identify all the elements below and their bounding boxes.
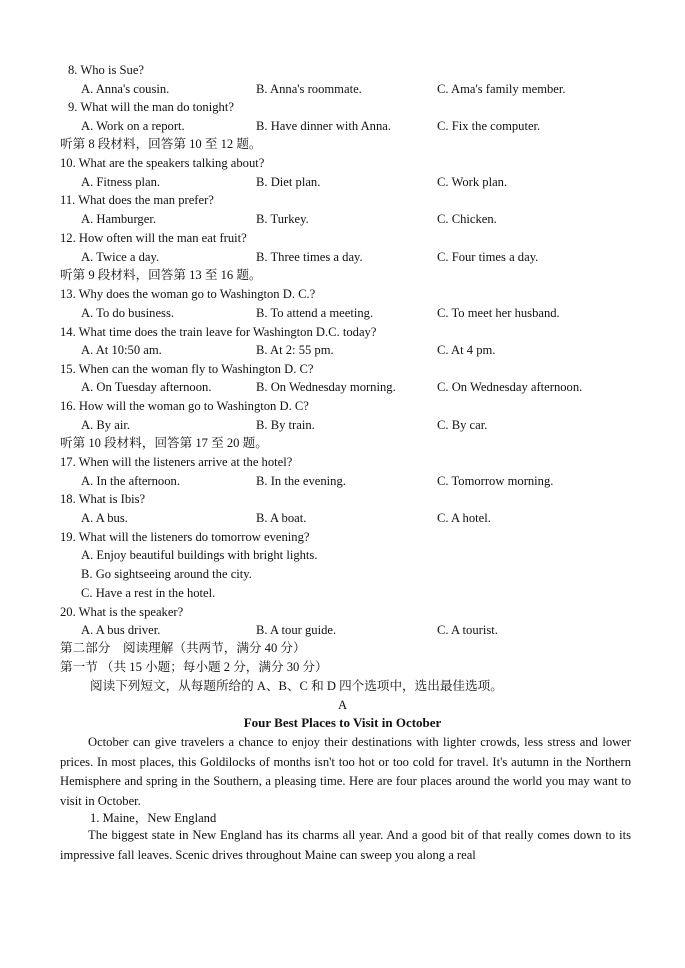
option-c: C. Fix the computer.: [437, 119, 541, 133]
option-c: C. Chicken.: [437, 212, 497, 226]
option-c: C. Have a rest in the hotel.: [81, 586, 216, 600]
option-c: C. A tourist.: [437, 623, 498, 637]
option-c: C. A hotel.: [437, 511, 491, 525]
option-b: B. Diet plan.: [256, 175, 321, 189]
option-b: B. By train.: [256, 418, 315, 432]
option-b: B. In the evening.: [256, 474, 346, 488]
section-header-9: 听第 9 段材料，回答第 13 至 16 题。: [60, 268, 262, 282]
passage-paragraph-2: The biggest state in New England has its charms all year. And a good bit of that really comes down to its impressive fall leaves. Scenic drives throughout Maine can sweep you along a real: [60, 828, 631, 862]
option-b: B. To attend a meeting.: [256, 306, 374, 320]
option-c: C. By car.: [437, 418, 488, 432]
question-17: 17. When will the listeners arrive at the hotel?: [60, 455, 293, 469]
option-b: B. Have dinner with Anna.: [256, 119, 392, 133]
option-c: C. On Wednesday afternoon.: [437, 380, 583, 394]
question-8: 8. Who is Sue?: [68, 63, 145, 77]
section-one-heading: 第一节 （共 15 小题；每小题 2 分，满分 30 分）: [60, 660, 328, 674]
passage-paragraph-1: October can give travelers a chance to enjoy their destinations with lighter crowds, less stress and lower prices. In most places, this Goldilocks of months isn't too hot or too cold for travel. It's autumn in the Northern Hemisphere and spring in the Southern, a pleasing time. Here are four places around the world you may want to visit in October.: [60, 735, 631, 808]
option-a: A. Hamburger.: [81, 212, 156, 226]
option-a: A. By air.: [81, 418, 130, 432]
question-11: 11. What does the man prefer?: [60, 193, 214, 207]
option-b: B. Turkey.: [256, 212, 309, 226]
option-b: B. On Wednesday morning.: [256, 380, 396, 394]
question-18: 18. What is Ibis?: [60, 492, 146, 506]
option-c: C. Tomorrow morning.: [437, 474, 554, 488]
option-a: A. Enjoy beautiful buildings with bright lights.: [81, 548, 318, 562]
option-b: B. A tour guide.: [256, 623, 337, 637]
option-a: A. At 10:50 am.: [81, 343, 162, 357]
section-header-8: 听第 8 段材料，回答第 10 至 12 题。: [60, 137, 262, 151]
question-9: 9. What will the man do tonight?: [68, 100, 234, 114]
question-19: 19. What will the listeners do tomorrow evening?: [60, 530, 310, 544]
option-a: A. A bus driver.: [81, 623, 161, 637]
option-a: A. Fitness plan.: [81, 175, 161, 189]
option-a: A. Twice a day.: [81, 250, 160, 264]
option-a: A. To do business.: [81, 306, 174, 320]
option-b: B. Three times a day.: [256, 250, 363, 264]
question-12: 12. How often will the man eat fruit?: [60, 231, 247, 245]
option-b: B. At 2: 55 pm.: [256, 343, 334, 357]
part-two-heading: 第二部分 阅读理解（共两节，满分 40 分）: [60, 641, 306, 655]
option-a: A. Anna's cousin.: [81, 82, 170, 96]
question-10: 10. What are the speakers talking about?: [60, 156, 265, 170]
option-a: A. In the afternoon.: [81, 474, 180, 488]
option-c: C. Ama's family member.: [437, 82, 566, 96]
option-b: B. A boat.: [256, 511, 307, 525]
option-a: A. Work on a report.: [81, 119, 185, 133]
section-header-10: 听第 10 段材料，回答第 17 至 20 题。: [60, 436, 268, 450]
option-c: C. Work plan.: [437, 175, 508, 189]
question-13: 13. Why does the woman go to Washington D. C.?: [60, 287, 316, 301]
passage-letter: A: [337, 698, 348, 712]
question-14: 14. What time does the train leave for Washington D.C. today?: [60, 325, 377, 339]
option-a: A. On Tuesday afternoon.: [81, 380, 212, 394]
list-item-heading: 1. Maine，New England: [90, 811, 217, 825]
question-20: 20. What is the speaker?: [60, 605, 184, 619]
instruction-text: 阅读下列短文，从每题所给的 A、B、C 和 D 四个选项中，选出最佳选项。: [90, 679, 503, 693]
option-c: C. At 4 pm.: [437, 343, 496, 357]
option-c: C. Four times a day.: [437, 250, 539, 264]
option-b: B. Go sightseeing around the city.: [81, 567, 252, 581]
question-15: 15. When can the woman fly to Washington D. C?: [60, 362, 314, 376]
question-16: 16. How will the woman go to Washington D. C?: [60, 399, 309, 413]
option-a: A. A bus.: [81, 511, 128, 525]
option-c: C. To meet her husband.: [437, 306, 560, 320]
passage-title: Four Best Places to Visit in October: [243, 715, 442, 730]
option-b: B. Anna's roommate.: [256, 82, 362, 96]
